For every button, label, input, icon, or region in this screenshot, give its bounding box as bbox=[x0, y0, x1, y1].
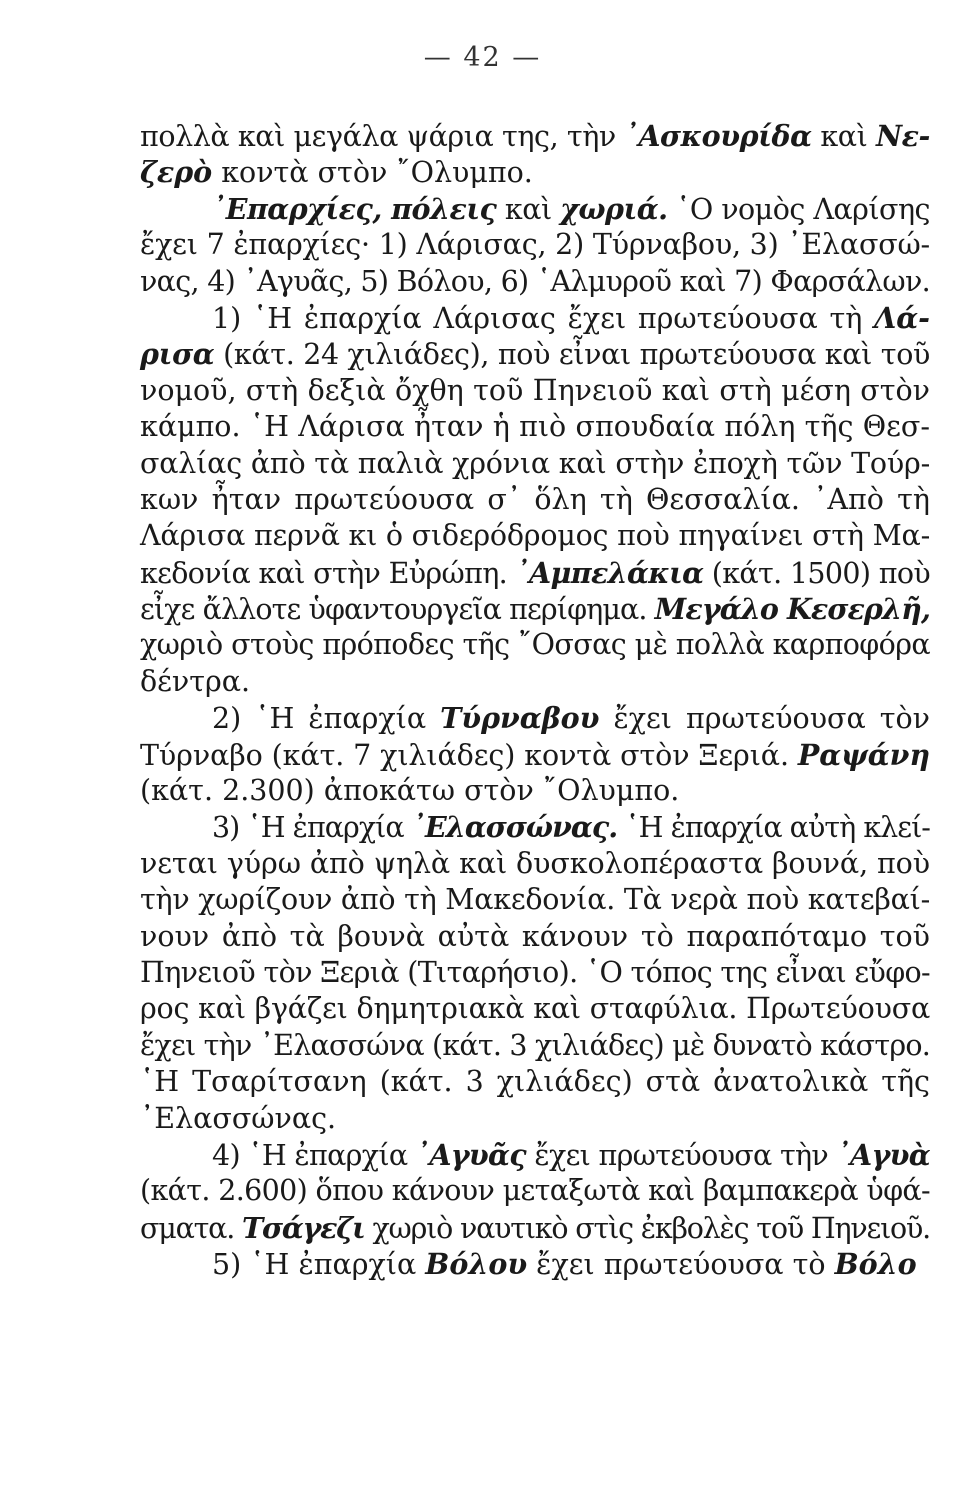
body-text bbox=[140, 118, 930, 1283]
text-run: νας, 4) ᾿Αγυᾶς, 5) Βόλου, 6) ῾Αλμυροῦ καὶ 7) Φαρσάλων. bbox=[140, 264, 930, 298]
text-run: Τύρναβο (κάτ. 7 χιλιάδες) κοντὰ στὸν Ξεριά. bbox=[140, 738, 798, 772]
text-line bbox=[140, 191, 930, 227]
text-run: Λάρισα περνᾶ κι ὁ σιδερόδρομος ποὺ πηγαίνει στὴ Μα- bbox=[140, 519, 930, 553]
text-run: νεται γύρω ἀπὸ ψηλὰ καὶ δυσκολοπέραστα βουνά, ποὺ bbox=[140, 846, 930, 880]
emphasized-term: ᾿Ελασσώνας. bbox=[411, 810, 618, 845]
text-line bbox=[140, 1028, 930, 1064]
text-line bbox=[140, 154, 930, 190]
text-run: 5) ῾Η ἐπαρχία bbox=[212, 1248, 426, 1282]
text-line bbox=[140, 1101, 930, 1137]
text-run: (κάτ. 2.300) ἀποκάτω στὸν ῎Ολυμπο. bbox=[140, 774, 680, 808]
text-run: ᾿Ελασσώνας. bbox=[140, 1101, 337, 1135]
text-run: νουν ἀπὸ τὰ βουνὰ αὐτὰ κάνουν τὸ παραπόταμο τοῦ bbox=[140, 919, 930, 953]
text-line bbox=[140, 264, 930, 300]
text-line bbox=[140, 518, 930, 554]
text-run: εἶχε ἄλλοτε ὑφαντουργεῖα περίφημα. bbox=[140, 593, 655, 627]
text-run: σαλίας ἀπὸ τὰ παλιὰ χρόνια καὶ στὴν ἐποχὴ τῶν Τούρ- bbox=[140, 446, 930, 480]
text-run: 3) ῾Η ἐπαρχία bbox=[212, 811, 412, 845]
text-run: κάμπο. ῾Η Λάρισα ἦταν ἡ πιὸ σπουδαία πόλη τῆς Θεσ- bbox=[140, 410, 930, 444]
text-run: ἔχει 7 ἐπαρχίες· 1) Λάρισας, 2) Τύρναβου, 3) ᾿Ελασσώ- bbox=[140, 228, 930, 262]
text-run: ῾Η Τσαρίτσανη (κάτ. 3 χιλιάδες) στὰ ἀνατολικὰ τῆς bbox=[140, 1065, 930, 1099]
text-run: χωριὸ ναυτικὸ στὶς ἐκβολὲς τοῦ Πηνειοῦ. bbox=[364, 1211, 930, 1245]
text-line bbox=[140, 227, 930, 263]
text-run: πολλὰ καὶ μεγάλα ψάρια της, τὴν bbox=[140, 120, 625, 153]
emphasized-term: ᾿Αμπελάκια bbox=[515, 555, 704, 590]
text-run: ῾Η ἐπαρχία αὐτὴ κλεί- bbox=[617, 811, 930, 845]
text-line bbox=[140, 809, 930, 845]
text-run: Πηνειοῦ τὸν Ξεριὰ (Τιταρήσιο). ῾Ο τόπος της εἶναι εὔφο- bbox=[140, 955, 930, 989]
text-line bbox=[140, 300, 930, 336]
text-line bbox=[140, 446, 930, 482]
text-run: 1) ῾Η ἐπαρχία Λάρισας ἔχει πρωτεύουσα τὴ bbox=[212, 301, 875, 335]
text-line bbox=[140, 664, 930, 700]
text-run: κοντὰ στὸν ῎Ολυμπο. bbox=[212, 156, 533, 190]
emphasized-term: ζερὸ bbox=[140, 155, 213, 190]
text-run: 2) ῾Η ἐπαρχία bbox=[212, 702, 441, 736]
emphasized-term: ᾿Αγυὰ bbox=[836, 1137, 930, 1172]
text-run: (κάτ. 1500) ποὺ bbox=[703, 556, 931, 590]
emphasized-term: Τσάγεζι bbox=[242, 1210, 365, 1245]
text-line bbox=[140, 1137, 930, 1173]
text-line bbox=[140, 1246, 930, 1282]
emphasized-term: Ραψάνη bbox=[797, 737, 930, 772]
text-run: ρος καὶ βγάζει δημητριακὰ καὶ σταφύλια. Πρωτεύουσα bbox=[140, 992, 930, 1026]
text-run: ἔχει πρωτεύουσα τὸν bbox=[599, 702, 930, 736]
text-run: ἔχει πρωτεύουσα τὸ bbox=[527, 1248, 835, 1282]
text-line bbox=[140, 627, 930, 663]
emphasized-term: Νε- bbox=[875, 119, 930, 153]
emphasized-term: Μεγάλο Κεσερλῆ, bbox=[654, 592, 930, 627]
text-line bbox=[140, 1064, 930, 1100]
text-line bbox=[140, 336, 930, 372]
emphasized-term: χωριά. bbox=[560, 191, 668, 226]
emphasized-term: Βόλου bbox=[425, 1247, 528, 1282]
text-run: 4) ῾Η ἐπαρχία bbox=[212, 1138, 416, 1172]
text-run: ἔχει πρωτεύουσα τὴν bbox=[525, 1138, 837, 1172]
text-run: (κάτ. 2.600) ὅπου κάνουν μεταξωτὰ καὶ βαμπακερὰ ὑφά- bbox=[140, 1174, 930, 1208]
text-run: ἔχει τὴν ᾿Ελασσώνα (κάτ. 3 χιλιάδες) μὲ δυνατὸ κάστρο. bbox=[140, 1028, 930, 1062]
text-line bbox=[140, 409, 930, 445]
text-run: σματα. bbox=[140, 1211, 242, 1245]
emphasized-term: ᾿Επαρχίες, πόλεις bbox=[212, 191, 497, 226]
text-line bbox=[140, 118, 930, 154]
text-run: ῾Ο νομὸς Λαρίσης bbox=[667, 192, 930, 226]
text-line bbox=[140, 1210, 930, 1246]
emphasized-term: ρισα bbox=[140, 337, 215, 372]
text-line bbox=[140, 373, 930, 409]
emphasized-term: Βόλο bbox=[834, 1247, 917, 1282]
text-line bbox=[140, 737, 930, 773]
text-line bbox=[140, 955, 930, 991]
text-run: νομοῦ, στὴ δεξιὰ ὄχθη τοῦ Πηνειοῦ καὶ στὴ μέση στὸν bbox=[140, 373, 930, 407]
text-line bbox=[140, 555, 930, 591]
emphasized-term: Λά- bbox=[874, 300, 930, 335]
text-line bbox=[140, 919, 930, 955]
text-line bbox=[140, 591, 930, 627]
text-run: χωριὸ στοὺς πρόποδες τῆς ῎Οσσας μὲ πολλὰ καρποφόρα bbox=[140, 628, 930, 662]
text-run: δέντρα. bbox=[140, 664, 251, 698]
text-line bbox=[140, 882, 930, 918]
text-line bbox=[140, 991, 930, 1027]
text-run: καὶ bbox=[496, 192, 561, 226]
text-line bbox=[140, 700, 930, 736]
emphasized-term: Τύρναβου bbox=[440, 701, 600, 736]
emphasized-term: ᾿Αγυᾶς bbox=[415, 1137, 526, 1172]
emphasized-term: ᾿Ασκουρίδα bbox=[624, 119, 812, 153]
text-run: καὶ bbox=[811, 120, 876, 153]
text-line bbox=[140, 482, 930, 518]
text-line bbox=[140, 846, 930, 882]
text-run: τὴν χωρίζουν ἀπὸ τὴ Μακεδονία. Τὰ νερὰ ποὺ κατεβαί- bbox=[140, 883, 930, 917]
text-run: κων ἦταν πρωτεύουσα σ᾿ ὅλη τὴ Θεσσαλία. ᾿Απὸ τὴ bbox=[140, 482, 930, 516]
page-number: — 42 — bbox=[423, 42, 542, 73]
text-run: (κάτ. 24 χιλιάδες), ποὺ εἶναι πρωτεύουσα καὶ τοῦ bbox=[214, 338, 930, 372]
text-line bbox=[140, 1173, 930, 1209]
text-line bbox=[140, 773, 930, 809]
text-run: κεδονία καὶ στὴν Εὐρώπη. bbox=[140, 556, 516, 590]
